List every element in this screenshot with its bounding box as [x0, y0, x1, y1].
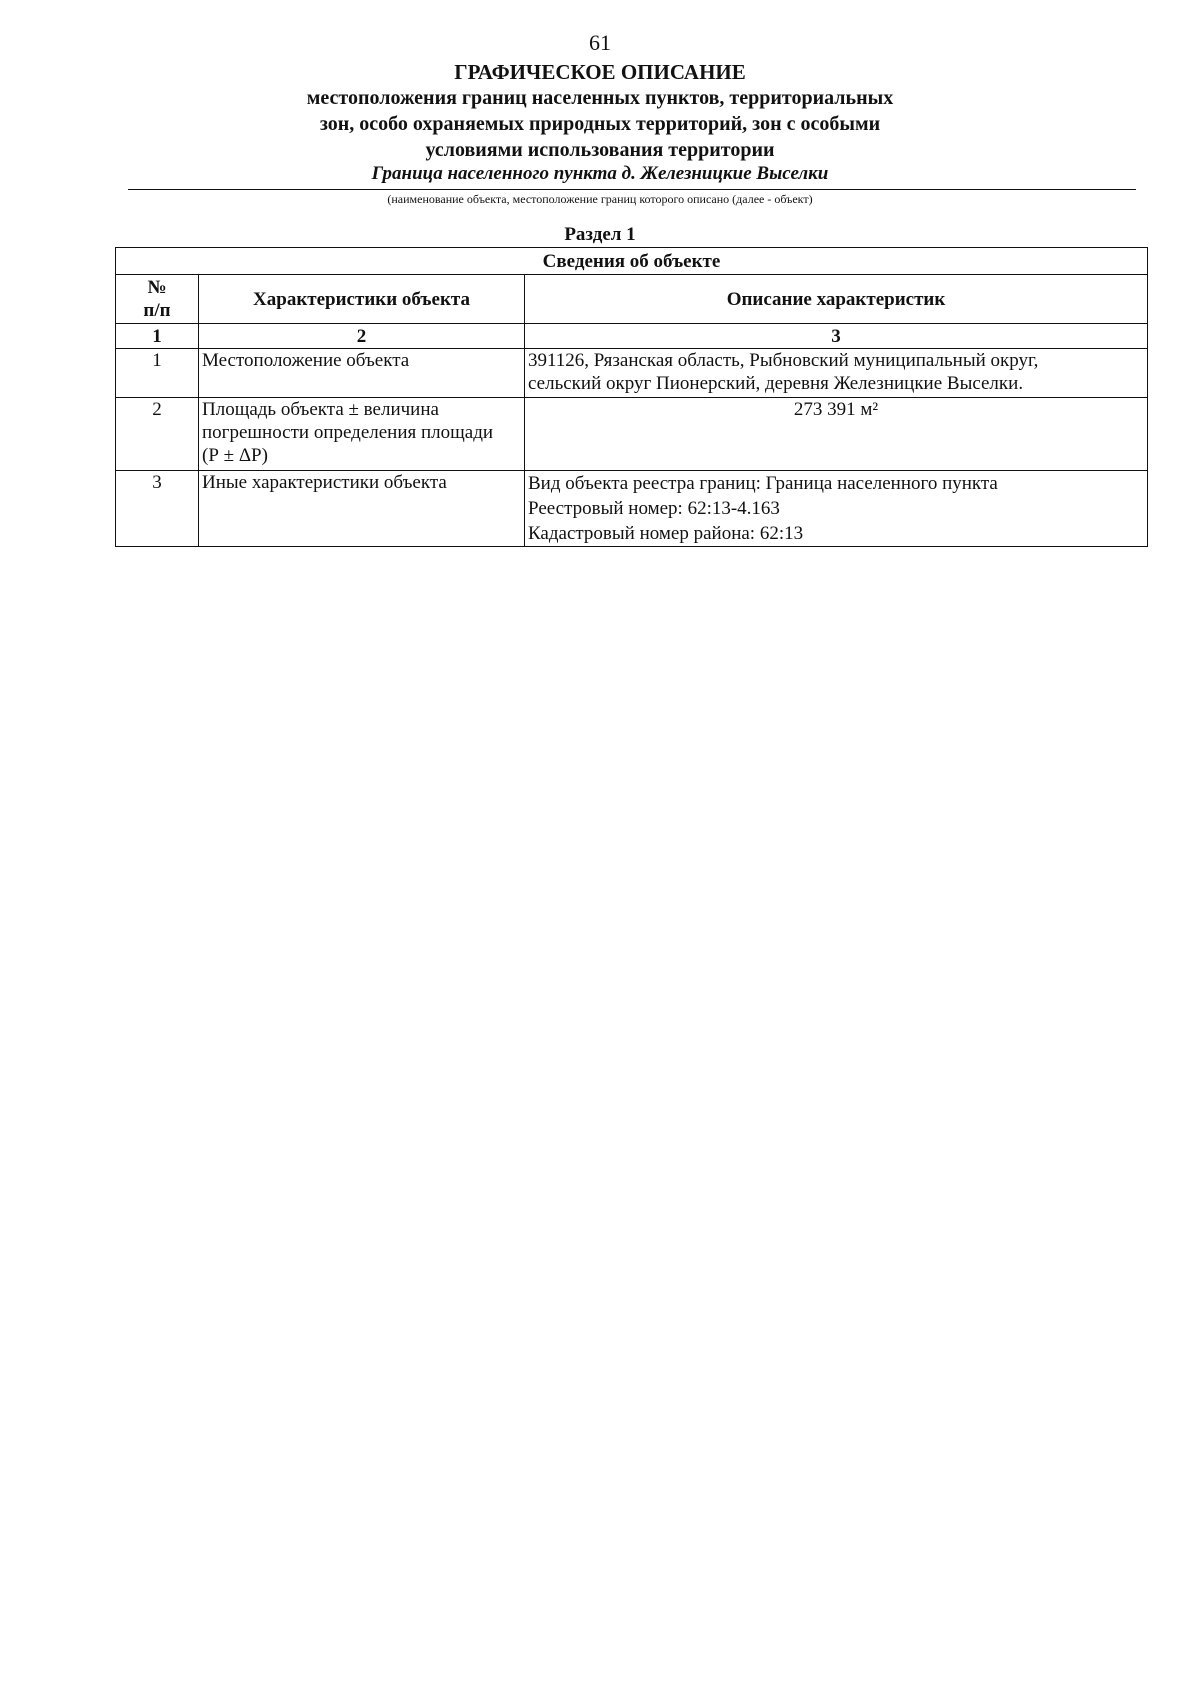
table-row — [116, 398, 1148, 471]
characteristic-line: Площадь объекта ± величина — [202, 399, 439, 420]
characteristic-line: (Р ± ΔР) — [202, 445, 268, 466]
row-number: 1 — [116, 349, 199, 398]
object-info-table — [115, 247, 1148, 547]
characteristic-line: погрешности определения площади — [202, 422, 494, 443]
table-header-row — [116, 275, 1148, 324]
table-row — [116, 471, 1148, 547]
table-caption-row — [116, 248, 1148, 275]
description-line: 391126, Рязанская область, Рыбновский муниципальный округ, — [528, 350, 1039, 371]
column-number: 3 — [525, 324, 1148, 349]
column-number: 1 — [116, 324, 199, 349]
row-description — [525, 349, 1148, 398]
table-row — [116, 349, 1148, 398]
column-header-num — [116, 275, 199, 324]
object-name-underline — [128, 189, 1136, 190]
object-name-caption: (наименование объекта, местоположение границ которого описано (далее - объект) — [387, 192, 813, 206]
column-header-num-line: № — [147, 277, 167, 298]
row-characteristic: Местоположение объекта — [199, 349, 525, 398]
document-title: ГРАФИЧЕСКОЕ ОПИСАНИЕ — [454, 60, 746, 84]
page-number: 61 — [589, 30, 611, 55]
description-line: Кадастровый номер района: 62:13 — [528, 523, 804, 544]
section-title: Раздел 1 — [564, 224, 636, 245]
document-subtitle — [0, 85, 1200, 163]
row-characteristic — [199, 398, 525, 471]
row-number: 3 — [116, 471, 199, 547]
description-line: Вид объекта реестра границ: Граница населенного пункта — [528, 473, 998, 494]
row-number: 2 — [116, 398, 199, 471]
description-line: сельский округ Пионерский, деревня Железницкие Выселки. — [528, 373, 1024, 394]
subtitle-line: местоположения границ населенных пунктов, территориальных — [306, 87, 894, 109]
description-line: Реестровый номер: 62:13-4.163 — [528, 498, 780, 519]
subtitle-line: условиями использования территории — [425, 139, 775, 161]
column-number: 2 — [199, 324, 525, 349]
row-description: 273 391 м² — [525, 398, 1148, 471]
column-header-characteristics: Характеристики объекта — [199, 275, 525, 324]
object-name: Граница населенного пункта д. Железницкие Выселки — [371, 163, 829, 184]
row-description — [525, 471, 1148, 547]
subtitle-line: зон, особо охраняемых природных территорий, зон с особыми — [319, 113, 881, 135]
row-characteristic: Иные характеристики объекта — [199, 471, 525, 547]
table-caption: Сведения об объекте — [116, 248, 1148, 275]
column-header-num-line: п/п — [143, 300, 171, 321]
column-numbers-row — [116, 324, 1148, 349]
column-header-description: Описание характеристик — [525, 275, 1148, 324]
